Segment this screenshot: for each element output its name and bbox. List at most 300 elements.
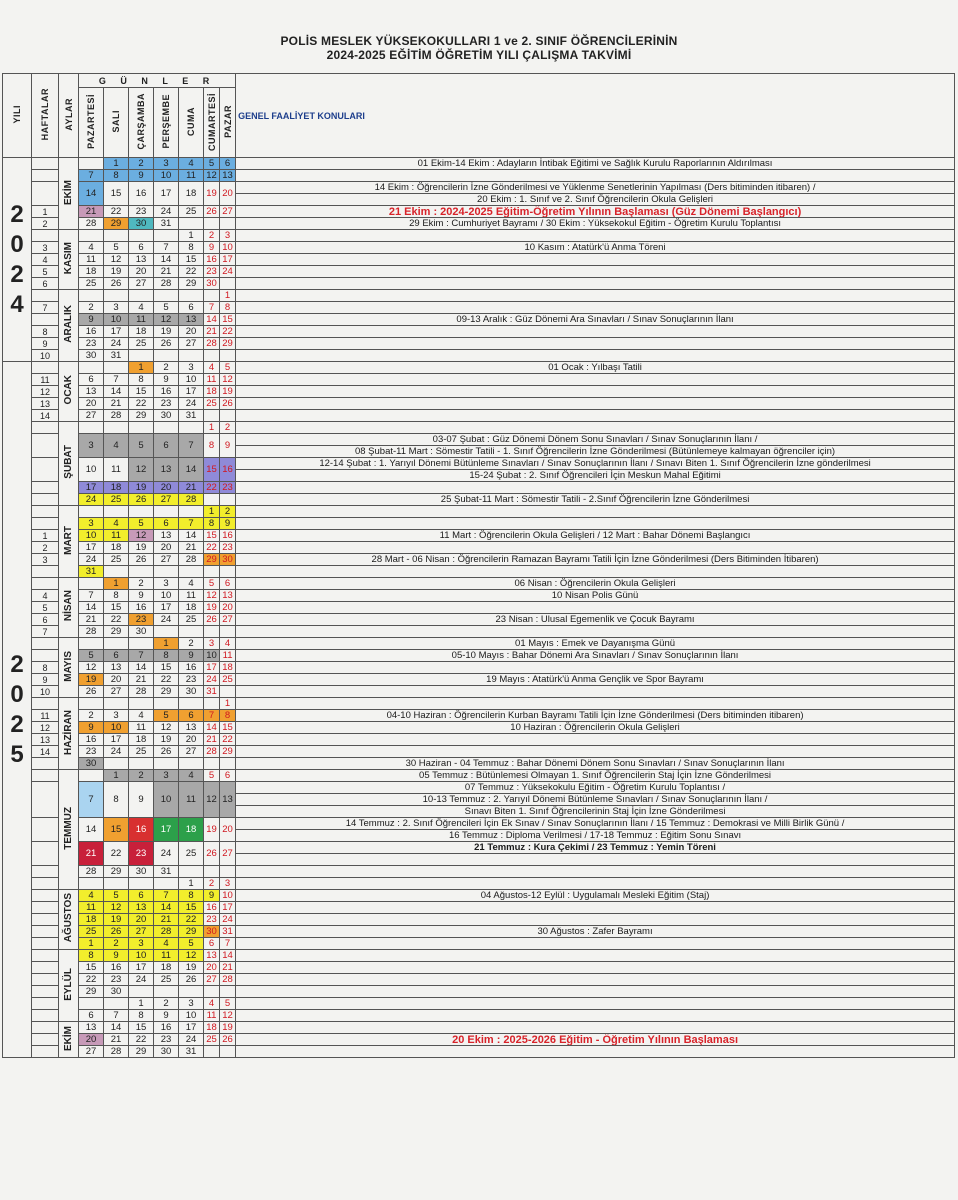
week-number: 8 bbox=[32, 662, 59, 674]
month-label: ARALIK bbox=[59, 290, 79, 362]
day-cell: 24 bbox=[104, 746, 129, 758]
activity-text: 25 Şubat-11 Mart : Sömestir Tatili - 2.Sınıf Öğrencilerin İzne Gönderilmesi bbox=[236, 494, 955, 506]
calendar-row bbox=[3, 950, 955, 962]
day-cell: 3 bbox=[79, 518, 104, 530]
day-cell: 8 bbox=[204, 518, 220, 530]
week-number bbox=[32, 950, 59, 962]
calendar-row bbox=[3, 626, 955, 638]
day-cell: 25 bbox=[204, 1034, 220, 1046]
day-cell: 10 bbox=[220, 242, 236, 254]
calendar-row bbox=[3, 1022, 955, 1034]
week-number bbox=[32, 926, 59, 938]
day-cell: 17 bbox=[154, 602, 179, 614]
activity-text: 05 Temmuz : Bütünlemesi Olmayan 1. Sınıf Öğrencilerin Staj İçin İzne Gönderilmesi bbox=[236, 770, 955, 782]
day-cell bbox=[179, 866, 204, 878]
header-day-6: PAZAR bbox=[220, 88, 236, 158]
day-cell: 18 bbox=[179, 818, 204, 842]
activity-text: 01 Mayıs : Emek ve Dayanışma Günü bbox=[236, 638, 955, 650]
day-cell: 10 bbox=[79, 530, 104, 542]
day-cell: 17 bbox=[204, 662, 220, 674]
day-cell: 31 bbox=[79, 566, 104, 578]
header-year: YILI bbox=[3, 74, 32, 158]
day-cell bbox=[179, 698, 204, 710]
day-cell: 7 bbox=[79, 170, 104, 182]
day-cell: 1 bbox=[129, 998, 154, 1010]
day-cell: 14 bbox=[104, 386, 129, 398]
day-cell: 15 bbox=[179, 902, 204, 914]
day-cell: 28 bbox=[129, 686, 154, 698]
day-cell: 8 bbox=[220, 302, 236, 314]
activity-text: 14 Ekim : Öğrencilerin İzne Gönderilmesi ve Yüklenme Senetlerinin Yapılması (Ders bitiminden itibaren) / bbox=[236, 182, 955, 194]
week-number bbox=[32, 362, 59, 374]
day-cell: 29 bbox=[220, 338, 236, 350]
day-cell: 20 bbox=[129, 914, 154, 926]
day-cell: 28 bbox=[179, 494, 204, 506]
day-cell: 5 bbox=[204, 578, 220, 590]
day-cell: 5 bbox=[179, 938, 204, 950]
day-cell: 11 bbox=[204, 374, 220, 386]
activity-text bbox=[236, 602, 955, 614]
day-cell bbox=[220, 626, 236, 638]
day-cell: 7 bbox=[154, 890, 179, 902]
day-cell: 6 bbox=[204, 938, 220, 950]
day-cell: 29 bbox=[79, 986, 104, 998]
day-cell: 8 bbox=[79, 950, 104, 962]
day-cell: 28 bbox=[154, 926, 179, 938]
day-cell: 14 bbox=[154, 254, 179, 266]
day-cell: 13 bbox=[154, 530, 179, 542]
day-cell bbox=[220, 566, 236, 578]
activity-text bbox=[236, 938, 955, 950]
day-cell: 1 bbox=[220, 290, 236, 302]
day-cell bbox=[79, 698, 104, 710]
activity-text bbox=[236, 746, 955, 758]
week-number bbox=[32, 758, 59, 770]
calendar-row bbox=[3, 842, 955, 854]
day-cell: 30 bbox=[204, 926, 220, 938]
day-cell: 3 bbox=[104, 302, 129, 314]
day-cell: 11 bbox=[154, 950, 179, 962]
day-cell: 17 bbox=[154, 182, 179, 206]
day-cell: 7 bbox=[104, 1010, 129, 1022]
day-cell: 6 bbox=[179, 710, 204, 722]
day-cell: 8 bbox=[179, 890, 204, 902]
day-cell bbox=[220, 278, 236, 290]
day-cell bbox=[179, 290, 204, 302]
day-cell: 24 bbox=[79, 554, 104, 566]
day-cell: 4 bbox=[179, 578, 204, 590]
day-cell: 19 bbox=[204, 182, 220, 206]
day-cell: 8 bbox=[154, 650, 179, 662]
day-cell: 2 bbox=[79, 302, 104, 314]
day-cell: 30 bbox=[179, 686, 204, 698]
day-cell: 14 bbox=[220, 950, 236, 962]
activity-text bbox=[236, 254, 955, 266]
day-cell: 12 bbox=[129, 530, 154, 542]
activity-text bbox=[236, 698, 955, 710]
day-cell: 22 bbox=[179, 914, 204, 926]
calendar-table bbox=[2, 73, 955, 1058]
day-cell: 27 bbox=[104, 686, 129, 698]
activity-text bbox=[236, 290, 955, 302]
title-line-2: 2024-2025 EĞİTİM ÖĞRETİM YILI ÇALIŞMA TAKVİMİ bbox=[326, 48, 632, 62]
day-cell: 1 bbox=[179, 878, 204, 890]
day-cell: 14 bbox=[129, 662, 154, 674]
day-cell: 5 bbox=[154, 302, 179, 314]
activity-text: 03-07 Şubat : Güz Dönemi Dönem Sonu Sınavları / Sınav Sonuçlarının İlanı / bbox=[236, 434, 955, 446]
day-cell: 8 bbox=[104, 170, 129, 182]
activity-text: 14 Temmuz : 2. Sınıf Öğrencileri İçin Ek Sınav / Sınav Sonuçlarının İlanı / 15 Temmuz : Demokrasi ve Milli Birlik Günü / bbox=[236, 818, 955, 830]
activity-text: 12-14 Şubat : 1. Yarıyıl Dönemi Bütünleme Sınavları / Sınav Sonuçlarının İlanı / Sınavı Biten 1. Sınıf Öğrencilerin İzne gönderilmesi bbox=[236, 458, 955, 470]
activity-text: 08 Şubat-11 Mart : Sömestir Tatili - 1. Sınıf Öğrencilerin İzne Gönderilmesi (Bütünlemeye kalmayan öğrenciler için) bbox=[236, 446, 955, 458]
day-cell: 17 bbox=[104, 734, 129, 746]
day-cell: 22 bbox=[154, 674, 179, 686]
day-cell: 20 bbox=[104, 674, 129, 686]
day-cell: 25 bbox=[179, 206, 204, 218]
activity-text: 01 Ocak : Yılbaşı Tatili bbox=[236, 362, 955, 374]
day-cell: 28 bbox=[79, 866, 104, 878]
week-number: 6 bbox=[32, 614, 59, 626]
day-cell: 9 bbox=[154, 1010, 179, 1022]
calendar-row bbox=[3, 938, 955, 950]
week-number: 4 bbox=[32, 590, 59, 602]
day-cell: 18 bbox=[79, 266, 104, 278]
day-cell: 17 bbox=[104, 326, 129, 338]
day-cell bbox=[104, 998, 129, 1010]
day-cell: 23 bbox=[179, 674, 204, 686]
day-cell: 13 bbox=[79, 386, 104, 398]
header-day-1: SALI bbox=[104, 88, 129, 158]
day-cell bbox=[204, 494, 220, 506]
day-cell: 10 bbox=[79, 458, 104, 482]
day-cell: 3 bbox=[220, 878, 236, 890]
day-cell bbox=[79, 158, 104, 170]
day-cell bbox=[129, 566, 154, 578]
day-cell: 5 bbox=[204, 770, 220, 782]
day-cell: 11 bbox=[104, 530, 129, 542]
day-cell bbox=[129, 986, 154, 998]
day-cell bbox=[79, 638, 104, 650]
day-cell bbox=[220, 686, 236, 698]
month-label: EKİM bbox=[59, 1022, 79, 1058]
day-cell: 20 bbox=[220, 602, 236, 614]
day-cell: 11 bbox=[79, 254, 104, 266]
day-cell: 11 bbox=[179, 590, 204, 602]
day-cell: 22 bbox=[129, 398, 154, 410]
calendar-row bbox=[3, 614, 955, 626]
year-label: 2 0 2 4 bbox=[3, 158, 32, 362]
header-days-group: G Ü N L E R bbox=[79, 74, 236, 88]
day-cell: 9 bbox=[129, 782, 154, 818]
day-cell: 26 bbox=[154, 746, 179, 758]
week-number: 13 bbox=[32, 398, 59, 410]
day-cell: 5 bbox=[154, 710, 179, 722]
activity-text: 30 Haziran - 04 Temmuz : Bahar Dönemi Dönem Sonu Sınavları / Sınav Sonuçlarının İlanı bbox=[236, 758, 955, 770]
day-cell: 17 bbox=[79, 542, 104, 554]
calendar-row bbox=[3, 986, 955, 998]
day-cell: 15 bbox=[220, 722, 236, 734]
day-cell: 16 bbox=[79, 734, 104, 746]
day-cell: 7 bbox=[154, 242, 179, 254]
day-cell bbox=[204, 218, 220, 230]
day-cell bbox=[220, 410, 236, 422]
day-cell: 16 bbox=[104, 962, 129, 974]
day-cell bbox=[104, 422, 129, 434]
week-number bbox=[32, 650, 59, 662]
day-cell: 29 bbox=[104, 866, 129, 878]
week-number bbox=[32, 434, 59, 458]
day-cell: 14 bbox=[179, 530, 204, 542]
day-cell: 19 bbox=[204, 818, 220, 842]
day-cell: 20 bbox=[179, 326, 204, 338]
day-cell: 3 bbox=[104, 710, 129, 722]
day-cell: 5 bbox=[79, 650, 104, 662]
day-cell: 23 bbox=[220, 542, 236, 554]
day-cell: 3 bbox=[179, 362, 204, 374]
day-cell bbox=[204, 986, 220, 998]
day-cell: 9 bbox=[79, 722, 104, 734]
title-line-1: POLİS MESLEK YÜKSEKOKULLARI 1 ve 2. SINIF ÖĞRENCİLERİNİN bbox=[280, 34, 678, 48]
calendar-row bbox=[3, 1046, 955, 1058]
week-number bbox=[32, 902, 59, 914]
day-cell bbox=[104, 566, 129, 578]
day-cell: 23 bbox=[79, 338, 104, 350]
week-number: 8 bbox=[32, 326, 59, 338]
calendar-row bbox=[3, 434, 955, 446]
calendar-row bbox=[3, 266, 955, 278]
day-cell: 16 bbox=[129, 602, 154, 614]
day-cell bbox=[129, 506, 154, 518]
day-cell: 27 bbox=[179, 338, 204, 350]
week-number bbox=[32, 1046, 59, 1058]
day-cell: 5 bbox=[104, 890, 129, 902]
calendar-row bbox=[3, 878, 955, 890]
week-number bbox=[32, 506, 59, 518]
day-cell: 16 bbox=[220, 458, 236, 482]
day-cell: 16 bbox=[129, 818, 154, 842]
day-cell: 7 bbox=[179, 434, 204, 458]
day-cell: 29 bbox=[104, 218, 129, 230]
day-cell: 29 bbox=[129, 410, 154, 422]
day-cell: 12 bbox=[204, 170, 220, 182]
day-cell: 27 bbox=[204, 974, 220, 986]
day-cell: 25 bbox=[179, 614, 204, 626]
month-label: EYLÜL bbox=[59, 950, 79, 1022]
month-label: NİSAN bbox=[59, 578, 79, 638]
calendar-row bbox=[3, 902, 955, 914]
week-number bbox=[32, 770, 59, 782]
activity-text bbox=[236, 986, 955, 998]
calendar-row bbox=[3, 602, 955, 614]
day-cell bbox=[79, 506, 104, 518]
day-cell: 15 bbox=[154, 662, 179, 674]
day-cell: 12 bbox=[104, 902, 129, 914]
day-cell bbox=[179, 422, 204, 434]
activity-text bbox=[236, 422, 955, 434]
week-number bbox=[32, 566, 59, 578]
day-cell bbox=[129, 878, 154, 890]
day-cell: 18 bbox=[104, 482, 129, 494]
day-cell bbox=[220, 350, 236, 362]
activity-text bbox=[236, 410, 955, 422]
activity-text bbox=[236, 374, 955, 386]
day-cell bbox=[204, 758, 220, 770]
day-cell: 8 bbox=[129, 1010, 154, 1022]
day-cell: 9 bbox=[154, 374, 179, 386]
day-cell: 19 bbox=[220, 386, 236, 398]
day-cell bbox=[154, 230, 179, 242]
week-number bbox=[32, 878, 59, 890]
day-cell bbox=[154, 986, 179, 998]
day-cell: 16 bbox=[154, 1022, 179, 1034]
day-cell: 7 bbox=[104, 374, 129, 386]
day-cell: 2 bbox=[179, 638, 204, 650]
calendar-row bbox=[3, 350, 955, 362]
day-cell bbox=[154, 422, 179, 434]
day-cell bbox=[129, 290, 154, 302]
day-cell: 23 bbox=[129, 206, 154, 218]
day-cell: 23 bbox=[154, 398, 179, 410]
day-cell: 3 bbox=[129, 938, 154, 950]
activity-text bbox=[236, 170, 955, 182]
day-cell: 27 bbox=[220, 842, 236, 866]
day-cell: 23 bbox=[154, 1034, 179, 1046]
day-cell: 22 bbox=[220, 326, 236, 338]
day-cell: 17 bbox=[79, 482, 104, 494]
week-number: 7 bbox=[32, 626, 59, 638]
day-cell: 25 bbox=[154, 974, 179, 986]
day-cell: 8 bbox=[220, 710, 236, 722]
header-day-3: PERŞEMBE bbox=[154, 88, 179, 158]
day-cell bbox=[204, 698, 220, 710]
day-cell: 21 bbox=[154, 914, 179, 926]
day-cell: 25 bbox=[79, 926, 104, 938]
calendar-row bbox=[3, 494, 955, 506]
calendar-row bbox=[3, 974, 955, 986]
activity-text bbox=[236, 1046, 955, 1058]
day-cell: 20 bbox=[154, 542, 179, 554]
day-cell: 21 bbox=[220, 962, 236, 974]
activity-text bbox=[236, 662, 955, 674]
day-cell: 11 bbox=[220, 650, 236, 662]
week-number bbox=[32, 842, 59, 866]
calendar-row bbox=[3, 206, 955, 218]
day-cell: 19 bbox=[204, 602, 220, 614]
calendar-row bbox=[3, 278, 955, 290]
day-cell: 5 bbox=[220, 998, 236, 1010]
day-cell: 13 bbox=[220, 590, 236, 602]
day-cell: 1 bbox=[179, 230, 204, 242]
week-number bbox=[32, 998, 59, 1010]
day-cell bbox=[154, 506, 179, 518]
day-cell bbox=[154, 698, 179, 710]
day-cell: 27 bbox=[179, 746, 204, 758]
activity-text: 20 Ekim : 1. Sınıf ve 2. Sınıf Öğrencilerin Okula Gelişleri bbox=[236, 194, 955, 206]
day-cell: 16 bbox=[179, 662, 204, 674]
week-number bbox=[32, 482, 59, 494]
calendar-row bbox=[3, 482, 955, 494]
day-cell: 15 bbox=[104, 818, 129, 842]
day-cell bbox=[220, 218, 236, 230]
day-cell: 14 bbox=[204, 722, 220, 734]
activity-text: 28 Mart - 06 Nisan : Öğrencilerin Ramazan Bayramı Tatili İçin İzne Gönderilmesi (Ders Bitiminden İtibaren) bbox=[236, 554, 955, 566]
day-cell: 20 bbox=[154, 482, 179, 494]
day-cell: 19 bbox=[154, 326, 179, 338]
day-cell: 31 bbox=[204, 686, 220, 698]
day-cell: 10 bbox=[104, 314, 129, 326]
day-cell: 21 bbox=[154, 266, 179, 278]
day-cell: 28 bbox=[154, 278, 179, 290]
calendar-row bbox=[3, 458, 955, 470]
day-cell: 19 bbox=[129, 542, 154, 554]
day-cell: 4 bbox=[104, 434, 129, 458]
day-cell: 10 bbox=[204, 650, 220, 662]
activity-text: 09-13 Aralık : Güz Dönemi Ara Sınavları / Sınav Sonuçlarının İlanı bbox=[236, 314, 955, 326]
day-cell: 11 bbox=[129, 314, 154, 326]
day-cell bbox=[154, 758, 179, 770]
day-cell bbox=[179, 986, 204, 998]
day-cell: 4 bbox=[79, 242, 104, 254]
activity-text bbox=[236, 914, 955, 926]
activity-text bbox=[236, 950, 955, 962]
activity-text: 10 Nisan Polis Günü bbox=[236, 590, 955, 602]
day-cell: 13 bbox=[104, 662, 129, 674]
day-cell bbox=[220, 866, 236, 878]
day-cell bbox=[104, 878, 129, 890]
day-cell: 8 bbox=[104, 782, 129, 818]
calendar-row bbox=[3, 290, 955, 302]
activity-text bbox=[236, 506, 955, 518]
month-label: OCAK bbox=[59, 362, 79, 422]
day-cell bbox=[104, 230, 129, 242]
day-cell bbox=[129, 350, 154, 362]
day-cell: 22 bbox=[204, 542, 220, 554]
activity-text: 04-10 Haziran : Öğrencilerin Kurban Bayramı Tatili İçin İzne Gönderilmesi (Ders bitiminden itibaren) bbox=[236, 710, 955, 722]
week-number bbox=[32, 638, 59, 650]
day-cell: 17 bbox=[129, 962, 154, 974]
activity-text bbox=[236, 266, 955, 278]
calendar-row bbox=[3, 518, 955, 530]
day-cell: 25 bbox=[104, 494, 129, 506]
activity-text bbox=[236, 350, 955, 362]
calendar-row bbox=[3, 182, 955, 194]
week-number: 2 bbox=[32, 542, 59, 554]
header-day-0: PAZARTESİ bbox=[79, 88, 104, 158]
day-cell: 28 bbox=[179, 554, 204, 566]
day-cell bbox=[104, 506, 129, 518]
day-cell: 23 bbox=[204, 266, 220, 278]
day-cell: 19 bbox=[129, 482, 154, 494]
day-cell: 2 bbox=[79, 710, 104, 722]
calendar-row bbox=[3, 662, 955, 674]
day-cell: 4 bbox=[204, 362, 220, 374]
day-cell: 23 bbox=[129, 614, 154, 626]
day-cell: 13 bbox=[129, 254, 154, 266]
day-cell: 13 bbox=[204, 950, 220, 962]
week-number bbox=[32, 458, 59, 482]
week-number bbox=[32, 818, 59, 842]
day-cell: 4 bbox=[154, 938, 179, 950]
day-cell: 12 bbox=[129, 458, 154, 482]
day-cell: 21 bbox=[204, 326, 220, 338]
day-cell: 14 bbox=[79, 602, 104, 614]
day-cell: 24 bbox=[179, 1034, 204, 1046]
day-cell: 18 bbox=[79, 914, 104, 926]
day-cell: 13 bbox=[179, 722, 204, 734]
day-cell: 27 bbox=[220, 614, 236, 626]
activity-text bbox=[236, 1010, 955, 1022]
month-label: MART bbox=[59, 506, 79, 578]
